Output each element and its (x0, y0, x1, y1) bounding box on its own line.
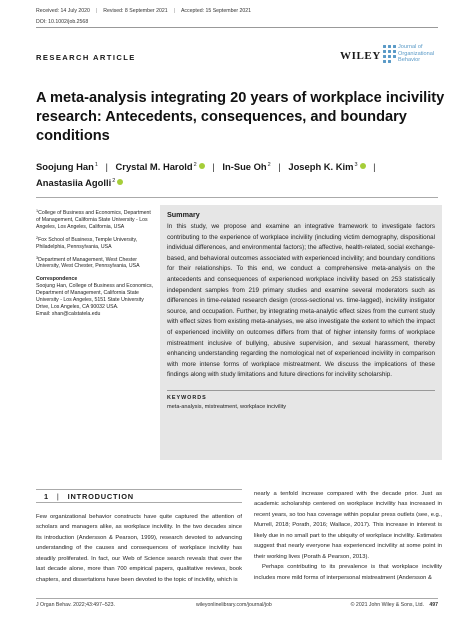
body-paragraph: nearly a tenfold increase compared with the decade prior. Just as academic scholarship centered on workplace incivility has increased in recent years, so too has coverage within popular press outlets (see, e.g., Murrell, 2018; Porath, 2016; Wallace, 2017). This increase in interest is likely due in no small part to the ubiquity of workplace incivility. Estimates suggest that nearly everyone has experienced incivility at some point in their working lives (Porath & Pearson, 2013). (254, 491, 442, 560)
article-title: A meta-analysis integrating 20 years of workplace incivility research: Antecedents, consequences, and boundary conditions (36, 90, 445, 144)
body-paragraph: Perhaps contributing to its prevalence is that workplace incivility includes more mild forms of interpersonal mistreatment (Andersson & (254, 564, 442, 581)
revised-date: Revised: 8 September 2021 (103, 8, 168, 14)
keywords-divider (167, 390, 435, 391)
section-number: 1 (44, 492, 49, 501)
section-divider (36, 489, 242, 490)
author-separator: | (105, 161, 108, 172)
author-name[interactable]: Joseph K. Kim$^3$ (288, 161, 365, 172)
author-name[interactable]: Anastasiia Agolli$^2$ (36, 177, 123, 188)
keywords-text: meta-analysis, mistreatment, workplace incivility (167, 403, 287, 410)
date-separator: | (95, 8, 98, 14)
author-list (36, 158, 456, 190)
body-column-right (254, 489, 442, 583)
author-name[interactable]: In-Sue Oh$^2$ (222, 161, 271, 172)
page-number: 497 (429, 602, 438, 608)
received-date: Received: 14 July 2020 (36, 8, 90, 14)
journal-mark-icon (383, 45, 396, 67)
article-dates (36, 8, 251, 14)
orcid-icon[interactable] (117, 179, 123, 185)
doi-link[interactable]: DOI: 10.1002/job.2568 (36, 19, 89, 25)
journal-citation: J Organ Behav. 2022;43:497–523. (36, 602, 115, 608)
author-separator: | (373, 161, 376, 172)
journal-url[interactable]: wileyonlinelibrary.com/journal/job (196, 602, 272, 608)
affiliation-item: $^1$College of Business and Economics, Department of Management, California State University - Los Angeles, Los Angeles, California, USA (36, 209, 151, 230)
section-bar: | (56, 492, 60, 501)
footer-divider (36, 598, 438, 599)
correspondence-email[interactable]: Email: shan@calstatela.edu (36, 310, 101, 317)
wiley-wordmark: WILEY (340, 50, 381, 62)
date-separator: | (173, 8, 175, 14)
affiliation-item: $^3$Department of Management, West Chester University, West Chester, Pennsylvania, USA (36, 255, 140, 270)
body-column-left: Few organizational behavior constructs have quite captured the attention of scholars and managers alike, as workplace incivility. In the two decades since its introduction (Andersson & Pearson, 1999), research devoted to advancing understanding of the causes and consequences of workplace incivility has steadily proliferated. In fact, our Web of Science search reveals that over the last decade alone, more than 700 empirical papers, qualitative reviews, book chapters, and dissertations have been devoted to the topic of incivility, which is (36, 514, 242, 583)
author-name[interactable]: Soojung Han$^1$ (36, 161, 98, 172)
summary-heading: Summary (167, 210, 200, 219)
keywords-heading: KEYWORDS (167, 394, 207, 401)
article-type-label: RESEARCH ARTICLE (36, 53, 136, 62)
summary-text: In this study, we propose and examine an integrative framework to investigate factors contributing to the experience of workplace incivility (including victim demography, dispositional individual differences, and environmental factors); the affective, health-related, social exchange-based, and behavioral outcomes associated with experienced incivility; and boundary conditions for their relationships. To this end, we conduct a comprehensive meta-analysis on the antecedents and consequences of experienced workplace incivility based on 253 statistically independent samples from 219 primary studies and examine several moderators such as differences in time-related research design (cross-sectional vs. time-lagged), incivility instigator source, and occupation. Further, by integrating meta-analytic effect sizes from the current study with effect sizes from existing meta-analyses, we also investigate the extent to which the impact of experienced incivility on outcomes differs from that of higher intensity forms of workplace mistreatment inclusive of bullying, abusive supervision, and sexual harassment, thereby enhancing understanding regarding the nomological net of experienced incivility in comparison with more intense forms of workplace mistreatment. We discuss the implications of these findings along with study limitations and future directions for incivility scholarship. (167, 223, 435, 379)
correspondence-text: Soojung Han, College of Business and Economics, Department of Management, California State University - Los Angeles, 5151 State University Drive, Los Angeles, CA 90032 USA. (36, 283, 154, 310)
introduction-heading (36, 492, 134, 501)
publisher-logo[interactable] (340, 43, 450, 73)
affiliations (36, 208, 154, 322)
orcid-icon[interactable] (360, 163, 366, 169)
accepted-date: Accepted: 15 September 2021 (180, 8, 252, 14)
author-divider (36, 197, 438, 198)
abstract-box (160, 205, 442, 460)
copyright: © 2021 John Wiley & Sons, Ltd. (350, 602, 424, 608)
author-name[interactable]: Crystal M. Harold$^2$ (116, 161, 205, 172)
correspondence-heading: Correspondence (36, 276, 78, 283)
section-divider (36, 502, 242, 503)
author-separator: | (212, 161, 215, 172)
affiliation-item: $^2$Fox School of Business, Temple University, Philadelphia, Pennsylvania, USA (36, 235, 138, 250)
header-divider (36, 27, 438, 28)
author-separator: | (278, 161, 281, 172)
journal-name: Journal of Organizational Behavior (398, 44, 435, 64)
section-title: INTRODUCTION (67, 492, 134, 501)
orcid-icon[interactable] (199, 163, 205, 169)
